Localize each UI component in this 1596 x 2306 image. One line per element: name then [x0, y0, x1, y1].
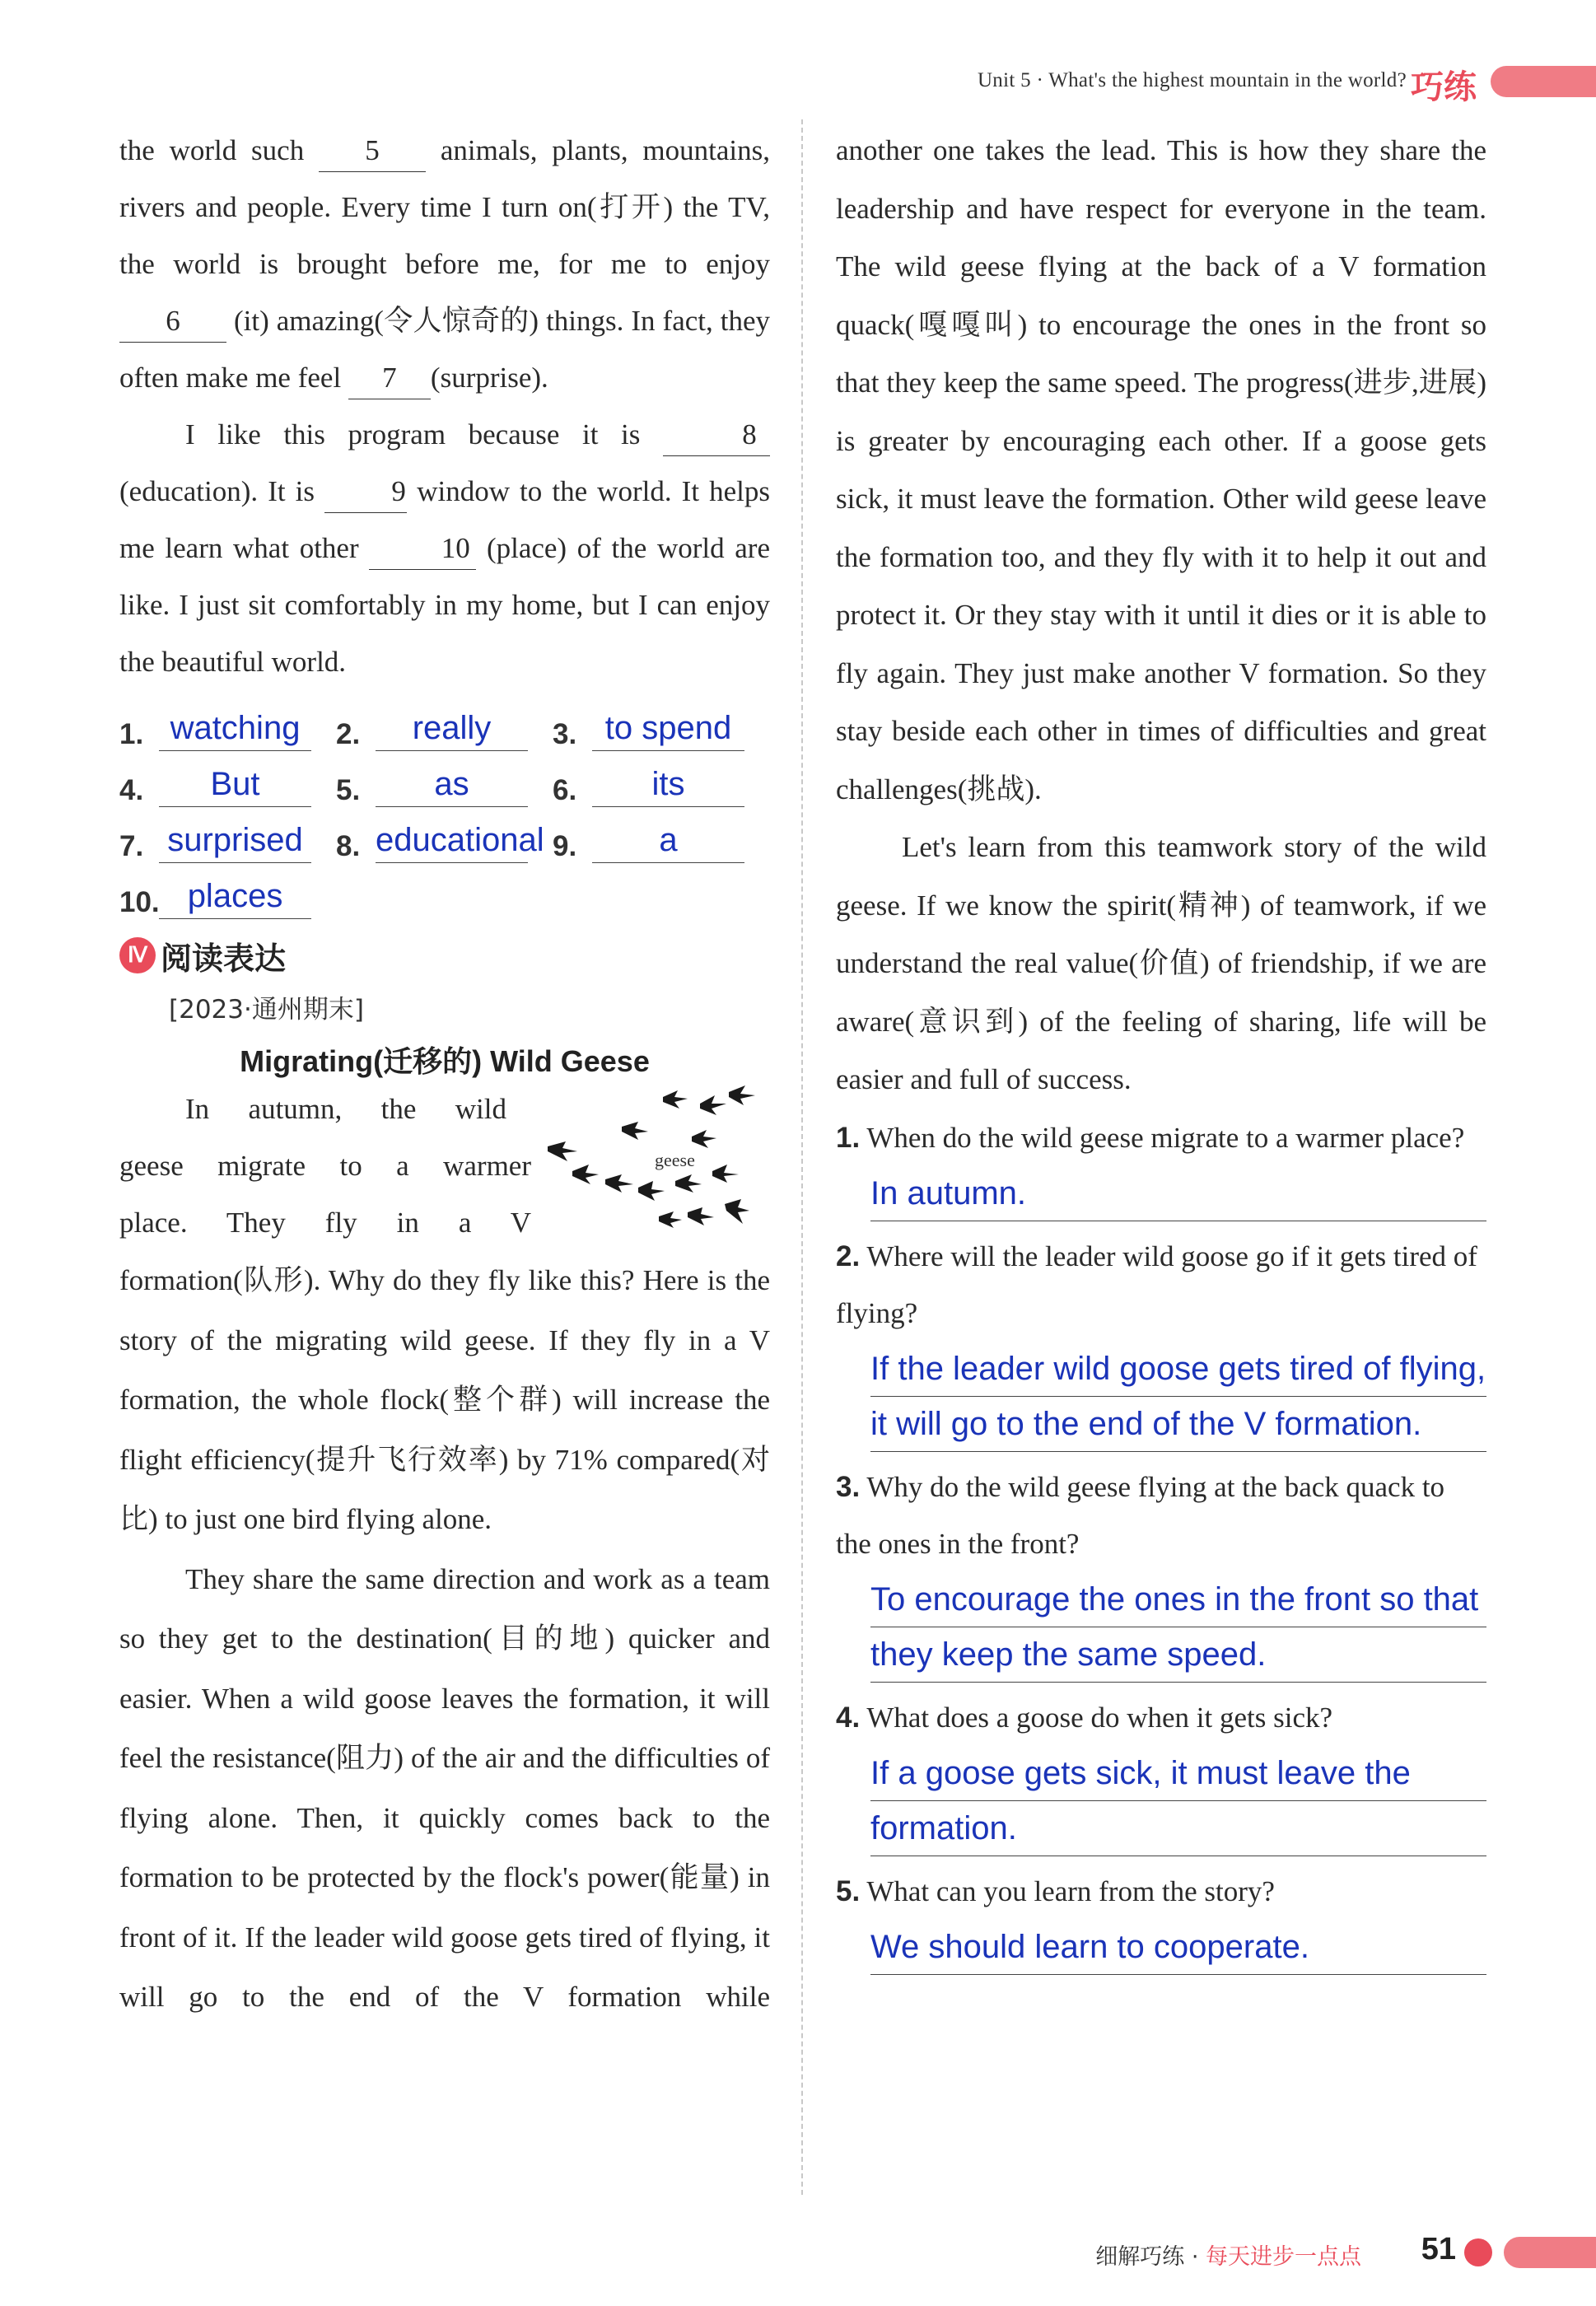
reading-intro-line-3: place. They fly in a V — [119, 1207, 531, 1239]
blank-10: 10 — [369, 528, 476, 570]
question-text: Where will the leader wild goose go if it gets tired of flying? — [836, 1239, 1477, 1329]
answer-number: 4. — [119, 774, 144, 806]
page-footer — [1020, 2229, 1596, 2278]
left-column — [119, 122, 770, 2028]
answer-value: surprised — [159, 818, 311, 863]
question-number: 2. — [836, 1239, 861, 1272]
page-number: 51 — [1421, 2232, 1456, 2266]
reading-intro — [119, 1081, 770, 1251]
question-number: 5. — [836, 1874, 861, 1907]
reading-intro-line-2: geese migrate to a warmer — [119, 1150, 531, 1182]
answer-line: In autumn. — [870, 1166, 1486, 1221]
answer-number: 6. — [553, 774, 577, 806]
page-header — [0, 64, 1596, 105]
answer-value: places — [159, 874, 311, 919]
questions-list — [836, 1109, 1486, 1975]
answer-line: If the leader wild goose gets tired of flying, — [870, 1342, 1486, 1397]
answer-line: formation. — [870, 1801, 1486, 1856]
answer-value: watching — [159, 706, 311, 751]
reading-paragraph-3: Let's learn from this teamwork story of the wild geese. If we know the spirit(精神) of teamwork, if we understand the real value(价值) of friendship, if we are aware(意识到) of the feeling of sharing, life will be easier and full of success. — [836, 831, 1486, 1095]
answer-line: We should learn to cooperate. — [870, 1920, 1486, 1975]
answer-value: as — [376, 762, 528, 807]
footer-accent-bar — [1504, 2237, 1596, 2268]
question-number: 1. — [836, 1121, 861, 1154]
question-3 — [836, 1459, 1486, 1683]
answer-line: To encourage the ones in the front so that — [870, 1572, 1486, 1627]
question-5 — [836, 1863, 1486, 1975]
header-accent-bar — [1491, 66, 1596, 97]
text: animals, plants, mountains, rivers and people. Every time I turn on(打开) the TV, the world is brought before me, for me to enjoy — [119, 134, 770, 280]
answer-grid — [119, 695, 770, 919]
reading-paragraph-2: They share the same direction and work as a team so they get to the destination(目的地) quicker and easier. When a wild goose leaves the formation, it will feel the resistance(阻力) of the air and the difficulties of flying alone. Then, it quickly comes back to the formation to be protected by the flock's power(能量) in front of it. If the leader wild goose gets tired of flying, it will go to the end of the V formation while — [119, 1562, 770, 2013]
blank-8: 8 — [663, 414, 770, 456]
column-divider — [801, 119, 803, 2195]
blank-9: 9 — [324, 471, 407, 513]
right-column — [836, 122, 1486, 1975]
answer-number: 2. — [336, 718, 361, 750]
answer-number: 1. — [119, 718, 144, 750]
section-title: 阅读表达 — [161, 940, 287, 977]
text: (surprise). — [430, 362, 548, 394]
question-number: 3. — [836, 1470, 861, 1503]
blank-7: 7 — [348, 357, 431, 399]
question-text: When do the wild geese migrate to a warmer place? — [866, 1121, 1465, 1154]
answer-line: they keep the same speed. — [870, 1627, 1486, 1683]
blank-6: 6 — [119, 301, 226, 343]
brand-label: 巧练 — [1411, 68, 1477, 106]
answer-number: 7. — [119, 830, 144, 862]
answer-line: If a goose gets sick, it must leave the — [870, 1746, 1486, 1801]
footer-motto: 每天进步一点点 — [1206, 2244, 1361, 2270]
answer-number: 9. — [553, 830, 577, 862]
answer-number: 3. — [553, 718, 577, 750]
question-text: Why do the wild geese flying at the back quack to the ones in the front? — [836, 1470, 1445, 1560]
text: I like this program because it is — [185, 418, 641, 450]
reading-title: Migrating(迁移的) Wild Geese — [240, 1044, 650, 1078]
text: (place) of the world are like. I just sit comfortably in my home, but I can enjoy the beautiful world. — [119, 532, 770, 678]
answer-number: 8. — [336, 830, 361, 862]
answer-number: 10. — [119, 886, 160, 918]
question-1 — [836, 1109, 1486, 1221]
text: (it) amazing(令人惊奇的) things. In fact, they often make me feel — [119, 305, 770, 394]
flying-geese-icon — [523, 1081, 770, 1245]
text: the world such — [119, 134, 305, 166]
answer-value: its — [592, 762, 744, 807]
footer-slogan — [1095, 2238, 1361, 2271]
answer-value: educational — [376, 818, 528, 863]
question-4 — [836, 1689, 1486, 1856]
reading-paragraph-2-continued: another one takes the lead. This is how they share the leadership and have respect for everyone in the team. The wild geese flying at the back of a V formation quack(嘎嘎叫) to encourage the ones in the front so that they keep the same speed. The progress(进步,进展) is greater by encouraging each other. If a goose gets sick, it must leave the formation. Other wild geese leave the formation too, and they fly with it to help it out and protect it. Or they stay with it until it dies or it is able to fly again. They just make another V formation. So they stay beside each other in times of difficulties and great challenges(挑战). — [836, 134, 1486, 805]
question-text: What does a goose do when it gets sick? — [866, 1701, 1333, 1734]
cloze-paragraph-1 — [119, 122, 770, 406]
unit-title: Unit 5 · What's the highest mountain in the world? — [977, 69, 1407, 91]
reading-paragraph-1: formation(队形). Why do they fly like this? Here is the story of the migrating wild geese. If they fly in a V formation, the whole flock(整个群) will increase the flight efficiency(提升飞行效率) by 71% compared(对比) to just one bird flying alone. — [119, 1264, 770, 1535]
source-label: [2023·通州期末] — [169, 995, 364, 1025]
roman-numeral-icon: Ⅳ — [119, 937, 156, 973]
answer-value: a — [592, 818, 744, 863]
question-2 — [836, 1228, 1486, 1452]
footer-series: 细解巧练 · — [1095, 2244, 1206, 2270]
answer-number: 5. — [336, 774, 361, 806]
blank-5: 5 — [319, 130, 426, 172]
cloze-paragraph-2 — [119, 406, 770, 690]
question-text: What can you learn from the story? — [866, 1874, 1275, 1907]
question-number: 4. — [836, 1701, 861, 1734]
answer-line: it will go to the end of the V formation. — [870, 1397, 1486, 1452]
answer-value: to spend — [592, 706, 744, 751]
answer-value: really — [376, 706, 528, 751]
text: (education). It is — [119, 475, 315, 507]
answer-value: But — [159, 762, 311, 807]
footer-dot-icon — [1464, 2238, 1492, 2266]
reading-intro-line-1: In autumn, the wild — [185, 1093, 506, 1125]
section-heading — [119, 931, 770, 980]
text: window to the world. It helps me learn what other — [119, 475, 771, 564]
geese-caption: geese — [655, 1150, 695, 1170]
